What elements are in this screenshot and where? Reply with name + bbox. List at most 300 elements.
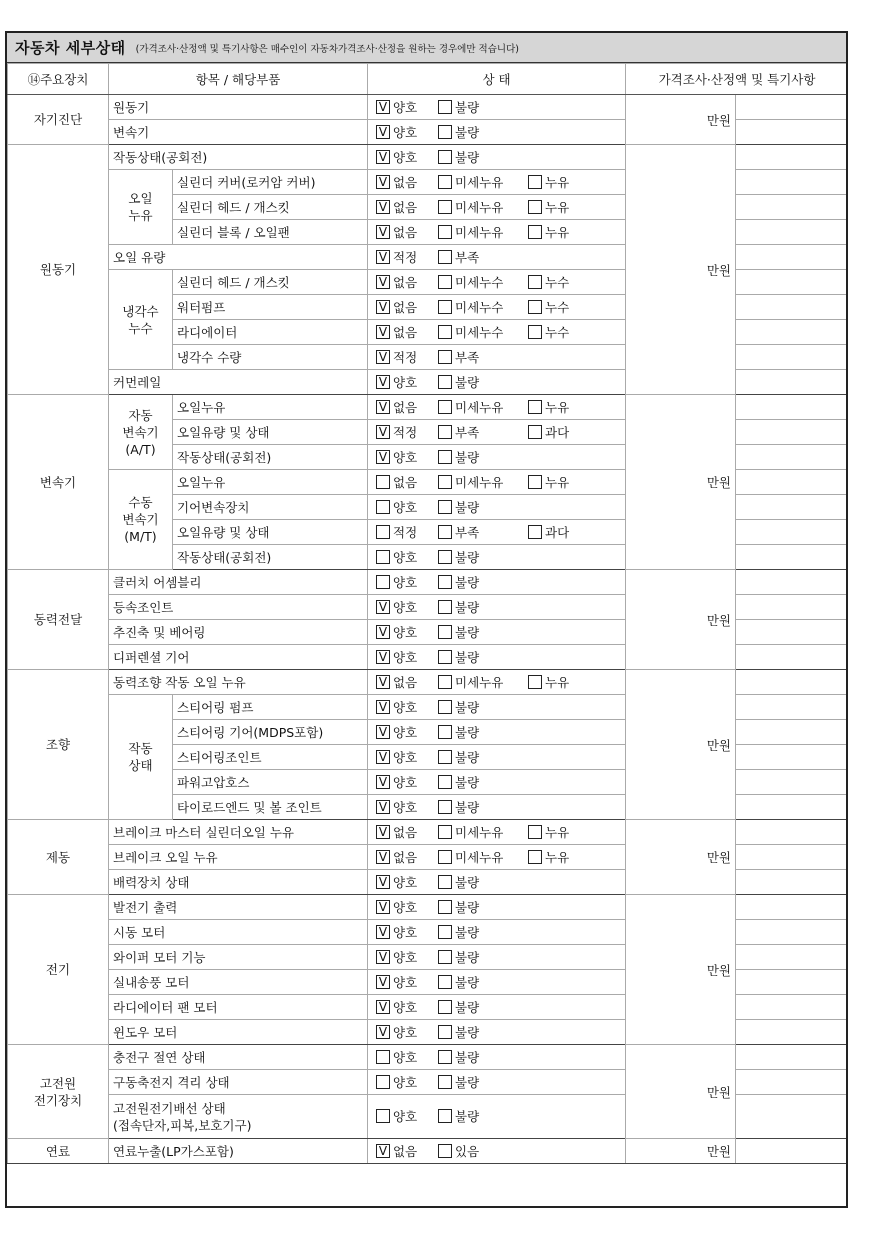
checkbox[interactable] (528, 225, 542, 239)
checkbox[interactable]: V (376, 1144, 390, 1158)
checkbox[interactable] (438, 500, 452, 514)
status-option[interactable] (376, 1048, 438, 1066)
status-option[interactable] (376, 173, 438, 191)
status-cell (368, 545, 626, 570)
checkbox[interactable]: V (376, 600, 390, 614)
checkbox[interactable]: V (376, 150, 390, 164)
note-cell[interactable] (736, 795, 848, 820)
status-option[interactable] (376, 648, 438, 666)
option-label: 불량 (455, 125, 480, 140)
table-row (8, 395, 849, 420)
option-label: 없음 (393, 225, 418, 240)
checkbox[interactable]: V (376, 625, 390, 639)
checkbox[interactable] (438, 1075, 452, 1089)
status-option[interactable] (376, 923, 438, 941)
status-option[interactable] (438, 198, 528, 216)
status-option[interactable] (438, 573, 528, 591)
status-option[interactable] (438, 898, 528, 916)
item-label: 타이로드엔드 및 볼 조인트 (173, 795, 368, 820)
table-row (8, 95, 849, 120)
status-option[interactable] (376, 273, 438, 291)
note-cell[interactable] (736, 345, 848, 370)
checkbox[interactable] (528, 325, 542, 339)
status-option[interactable] (438, 1048, 528, 1066)
status-option[interactable] (438, 848, 528, 866)
status-option[interactable] (438, 123, 528, 141)
status-cell (368, 445, 626, 470)
checkbox[interactable] (528, 475, 542, 489)
checkbox[interactable] (438, 325, 452, 339)
status-option[interactable] (528, 848, 618, 866)
checkbox[interactable]: V (376, 875, 390, 889)
checkbox[interactable]: V (376, 1000, 390, 1014)
price-cell[interactable] (626, 145, 736, 395)
status-option[interactable] (376, 848, 438, 866)
checkbox[interactable]: V (376, 225, 390, 239)
status-option[interactable] (438, 423, 528, 441)
status-options (376, 348, 528, 366)
status-cell (368, 320, 626, 345)
price-cell[interactable] (626, 820, 736, 895)
note-cell[interactable] (736, 945, 848, 970)
status-option[interactable] (438, 223, 528, 241)
checkbox[interactable]: V (376, 250, 390, 264)
option-label: 부족 (455, 425, 480, 440)
status-option[interactable] (376, 698, 438, 716)
note-cell[interactable] (736, 270, 848, 295)
note-cell[interactable] (736, 870, 848, 895)
checkbox[interactable] (438, 625, 452, 639)
checkbox[interactable] (438, 475, 452, 489)
checkbox[interactable] (438, 150, 452, 164)
checkbox[interactable]: V (376, 825, 390, 839)
item-label: 파워고압호스 (173, 770, 368, 795)
option-label: 양호 (393, 1109, 418, 1124)
status-option[interactable] (528, 298, 618, 316)
status-option[interactable] (376, 323, 438, 341)
status-option[interactable] (376, 823, 438, 841)
status-option[interactable] (438, 1073, 528, 1091)
checkbox[interactable] (438, 825, 452, 839)
status-option[interactable] (376, 223, 438, 241)
status-option[interactable] (376, 723, 438, 741)
status-option[interactable] (438, 973, 528, 991)
note-cell[interactable] (736, 170, 848, 195)
status-option[interactable] (438, 348, 528, 366)
status-cell (368, 270, 626, 295)
checkbox[interactable] (438, 450, 452, 464)
status-option[interactable] (376, 248, 438, 266)
device-name: 원동기 (39, 262, 77, 277)
note-cell[interactable] (736, 1139, 848, 1164)
note-cell[interactable] (736, 745, 848, 770)
note-cell[interactable] (736, 245, 848, 270)
status-option[interactable] (528, 398, 618, 416)
status-option[interactable] (376, 148, 438, 166)
checkbox[interactable]: V (376, 675, 390, 689)
status-option[interactable] (376, 523, 438, 541)
status-option[interactable] (438, 173, 528, 191)
note-cell[interactable] (736, 670, 848, 695)
checkbox[interactable] (438, 900, 452, 914)
status-option[interactable] (438, 623, 528, 641)
status-option[interactable] (376, 498, 438, 516)
checkbox[interactable] (438, 975, 452, 989)
checkbox[interactable]: V (376, 950, 390, 964)
status-option[interactable] (376, 448, 438, 466)
item-label: 구동축전지 격리 상태 (109, 1070, 368, 1095)
note-cell[interactable] (736, 1020, 848, 1045)
checkbox[interactable]: V (376, 300, 390, 314)
status-option[interactable] (528, 273, 618, 291)
checkbox[interactable] (438, 400, 452, 414)
option-label: 양호 (393, 625, 418, 640)
status-option[interactable] (528, 173, 618, 191)
checkbox[interactable] (376, 1075, 390, 1089)
price-cell[interactable] (626, 670, 736, 820)
status-option[interactable] (376, 898, 438, 916)
checkbox[interactable]: V (376, 800, 390, 814)
item-label: 스티어링 펌프 (173, 695, 368, 720)
status-option[interactable] (376, 798, 438, 816)
option-label: 불량 (455, 549, 480, 565)
option-label: 누유 (545, 850, 570, 865)
checkbox[interactable] (438, 600, 452, 614)
note-cell[interactable] (736, 445, 848, 470)
status-option[interactable] (438, 473, 528, 491)
status-option[interactable] (376, 973, 438, 991)
checkbox[interactable] (438, 1109, 452, 1123)
item-label: 클러치 어셈블리 (109, 570, 368, 595)
status-option[interactable] (376, 673, 438, 691)
checkbox[interactable]: V (376, 450, 390, 464)
note-cell[interactable] (736, 1045, 848, 1070)
status-option[interactable] (528, 323, 618, 341)
note-cell[interactable] (736, 395, 848, 420)
option-label: 불량 (455, 775, 480, 790)
status-option[interactable] (438, 948, 528, 966)
note-cell[interactable] (736, 545, 848, 570)
item-label: 작동상태(공회전) (173, 545, 368, 570)
status-option[interactable] (438, 498, 528, 516)
checkbox[interactable]: V (376, 775, 390, 789)
note-cell[interactable] (736, 95, 848, 120)
status-option[interactable] (376, 748, 438, 766)
checkbox[interactable] (438, 350, 452, 364)
status-option[interactable] (528, 223, 618, 241)
option-label: 미세누수 (455, 300, 504, 315)
status-option[interactable] (376, 98, 438, 116)
checkbox[interactable]: V (376, 900, 390, 914)
checkbox[interactable] (438, 200, 452, 214)
checkbox[interactable] (376, 1050, 390, 1064)
checkbox[interactable] (438, 175, 452, 189)
checkbox[interactable] (438, 850, 452, 864)
status-option[interactable] (438, 98, 528, 116)
checkbox[interactable]: V (376, 100, 390, 114)
checkbox[interactable] (528, 175, 542, 189)
note-cell[interactable] (736, 1070, 848, 1095)
status-option[interactable] (438, 373, 528, 391)
status-option[interactable] (438, 648, 528, 666)
note-cell[interactable] (736, 920, 848, 945)
status-option[interactable] (528, 823, 618, 841)
checkbox[interactable]: V (376, 650, 390, 664)
status-option[interactable] (528, 673, 618, 691)
checkbox[interactable]: V (376, 375, 390, 389)
checkbox[interactable]: V (376, 275, 390, 289)
checkbox[interactable] (438, 950, 452, 964)
status-option[interactable] (438, 1023, 528, 1041)
checkbox[interactable] (438, 1050, 452, 1064)
checkbox[interactable] (528, 200, 542, 214)
status-option[interactable] (438, 448, 528, 466)
status-options (376, 398, 618, 416)
status-option[interactable] (376, 573, 438, 591)
checkbox[interactable]: V (376, 1025, 390, 1039)
price-cell[interactable] (626, 570, 736, 670)
status-option[interactable] (438, 748, 528, 766)
status-option[interactable] (376, 198, 438, 216)
note-cell[interactable] (736, 895, 848, 920)
option-label: 누수 (545, 275, 570, 290)
note-cell[interactable] (736, 995, 848, 1020)
status-cell (368, 1095, 626, 1139)
status-option[interactable] (438, 873, 528, 891)
option-label: 불량 (455, 1049, 480, 1065)
status-option[interactable] (438, 798, 528, 816)
checkbox[interactable]: V (376, 350, 390, 364)
status-option[interactable] (438, 1142, 528, 1160)
checkbox[interactable]: V (376, 175, 390, 189)
status-option[interactable] (376, 373, 438, 391)
checkbox[interactable]: V (376, 325, 390, 339)
checkbox[interactable] (376, 575, 390, 589)
note-cell[interactable] (736, 420, 848, 445)
status-options (376, 1107, 528, 1125)
checkbox[interactable] (438, 125, 452, 139)
form-title: 자동차 세부상태 (15, 39, 126, 57)
checkbox[interactable] (528, 850, 542, 864)
status-option[interactable] (438, 723, 528, 741)
note-cell[interactable] (736, 370, 848, 395)
item-label: 작동상태(공회전) (173, 445, 368, 470)
status-option[interactable] (528, 473, 618, 491)
status-option[interactable] (528, 423, 618, 441)
status-cell (368, 895, 626, 920)
option-label: 부족 (455, 250, 480, 265)
checkbox[interactable]: V (376, 725, 390, 739)
price-cell[interactable] (626, 395, 736, 570)
status-option[interactable] (438, 523, 528, 541)
status-option[interactable] (438, 823, 528, 841)
device-name: 자기진단 (33, 112, 83, 127)
checkbox[interactable] (438, 225, 452, 239)
status-option[interactable] (438, 273, 528, 291)
checkbox[interactable] (376, 1109, 390, 1123)
status-option[interactable] (376, 1023, 438, 1041)
device-engine (8, 145, 109, 395)
status-option[interactable] (438, 923, 528, 941)
status-cell (368, 145, 626, 170)
device-name: 전기 (45, 962, 71, 977)
price-cell[interactable] (626, 95, 736, 145)
option-label: 양호 (393, 375, 418, 390)
note-cell[interactable] (736, 195, 848, 220)
checkbox[interactable] (438, 725, 452, 739)
checkbox[interactable]: V (376, 850, 390, 864)
checkbox[interactable] (438, 875, 452, 889)
table-row (8, 670, 849, 695)
checkbox[interactable] (438, 375, 452, 389)
checkbox[interactable] (438, 675, 452, 689)
note-cell[interactable] (736, 495, 848, 520)
checkbox[interactable] (438, 925, 452, 939)
checkbox[interactable]: V (376, 975, 390, 989)
note-cell[interactable] (736, 570, 848, 595)
note-cell[interactable] (736, 295, 848, 320)
checkbox[interactable] (528, 825, 542, 839)
status-option[interactable] (376, 298, 438, 316)
checkbox[interactable] (438, 1144, 452, 1158)
status-option[interactable] (376, 948, 438, 966)
checkbox[interactable]: V (376, 400, 390, 414)
status-options (376, 823, 618, 841)
checkbox[interactable] (528, 425, 542, 439)
checkbox[interactable] (438, 650, 452, 664)
status-option[interactable] (376, 773, 438, 791)
checkbox[interactable] (376, 550, 390, 564)
option-label: 누유 (545, 225, 570, 240)
status-option[interactable] (376, 623, 438, 641)
status-option[interactable] (438, 698, 528, 716)
checkbox[interactable] (438, 700, 452, 714)
status-option[interactable] (528, 523, 618, 541)
checkbox[interactable] (376, 475, 390, 489)
checkbox[interactable] (438, 275, 452, 289)
status-option[interactable] (376, 423, 438, 441)
checkbox[interactable] (438, 550, 452, 564)
note-cell[interactable] (736, 220, 848, 245)
checkbox[interactable]: V (376, 700, 390, 714)
note-cell[interactable] (736, 1095, 848, 1139)
note-cell[interactable] (736, 720, 848, 745)
checkbox[interactable]: V (376, 750, 390, 764)
note-cell[interactable] (736, 595, 848, 620)
note-cell[interactable] (736, 970, 848, 995)
note-cell[interactable] (736, 470, 848, 495)
note-cell[interactable] (736, 620, 848, 645)
checkbox[interactable] (438, 1025, 452, 1039)
status-option[interactable] (438, 323, 528, 341)
status-option[interactable] (528, 198, 618, 216)
note-cell[interactable] (736, 120, 848, 145)
status-options (376, 273, 618, 291)
sub-group (109, 695, 173, 820)
checkbox[interactable] (376, 525, 390, 539)
checkbox[interactable] (376, 500, 390, 514)
option-label: 불량 (455, 650, 480, 665)
checkbox[interactable] (438, 775, 452, 789)
checkbox[interactable]: V (376, 425, 390, 439)
status-option[interactable] (438, 248, 528, 266)
checkbox[interactable] (528, 400, 542, 414)
table-row (8, 1139, 849, 1164)
note-cell[interactable] (736, 645, 848, 670)
sub-group-label: 오일 누유 (128, 191, 153, 223)
status-option[interactable] (376, 348, 438, 366)
option-label: 불량 (455, 499, 480, 515)
status-option[interactable] (376, 398, 438, 416)
status-option[interactable] (438, 673, 528, 691)
status-option[interactable] (376, 598, 438, 616)
note-cell[interactable] (736, 820, 848, 845)
status-option[interactable] (376, 548, 438, 566)
status-option[interactable] (376, 1107, 438, 1125)
checkbox[interactable] (528, 525, 542, 539)
option-label: 양호 (393, 950, 418, 965)
note-cell[interactable] (736, 845, 848, 870)
note-cell[interactable] (736, 520, 848, 545)
checkbox[interactable] (438, 300, 452, 314)
price-cell[interactable] (626, 1045, 736, 1139)
checkbox[interactable] (438, 800, 452, 814)
status-option[interactable] (438, 1107, 528, 1125)
status-option[interactable] (438, 398, 528, 416)
status-option[interactable] (438, 548, 528, 566)
price-cell[interactable] (626, 1139, 736, 1164)
item-label: 연료누출(LP가스포함) (109, 1139, 368, 1164)
checkbox[interactable] (528, 275, 542, 289)
option-label: 양호 (393, 975, 418, 990)
status-option[interactable] (376, 123, 438, 141)
status-option[interactable] (376, 1073, 438, 1091)
checkbox[interactable] (438, 425, 452, 439)
status-option[interactable] (438, 298, 528, 316)
status-option[interactable] (376, 873, 438, 891)
checkbox[interactable] (528, 300, 542, 314)
status-options (376, 498, 528, 516)
checkbox[interactable] (438, 575, 452, 589)
checkbox[interactable] (438, 100, 452, 114)
status-cell (368, 770, 626, 795)
checkbox[interactable]: V (376, 925, 390, 939)
status-option[interactable] (438, 773, 528, 791)
status-option[interactable] (376, 473, 438, 491)
price-cell[interactable] (626, 895, 736, 1045)
checkbox[interactable] (438, 750, 452, 764)
checkbox[interactable]: V (376, 125, 390, 139)
checkbox[interactable]: V (376, 200, 390, 214)
status-option[interactable] (438, 598, 528, 616)
status-option[interactable] (438, 998, 528, 1016)
status-option[interactable] (438, 148, 528, 166)
sub-group-label: 냉각수 누수 (122, 303, 159, 336)
status-option[interactable] (376, 1142, 438, 1160)
note-cell[interactable] (736, 695, 848, 720)
item-label: 실린더 헤드 / 개스킷 (173, 195, 368, 220)
note-cell[interactable] (736, 770, 848, 795)
item-label: 실린더 커버(로커암 커버) (173, 170, 368, 195)
note-cell[interactable] (736, 145, 848, 170)
checkbox[interactable] (438, 1000, 452, 1014)
note-cell[interactable] (736, 320, 848, 345)
sub-group (109, 470, 173, 570)
checkbox[interactable] (528, 675, 542, 689)
checkbox[interactable] (438, 250, 452, 264)
checkbox[interactable] (438, 525, 452, 539)
status-option[interactable] (376, 998, 438, 1016)
